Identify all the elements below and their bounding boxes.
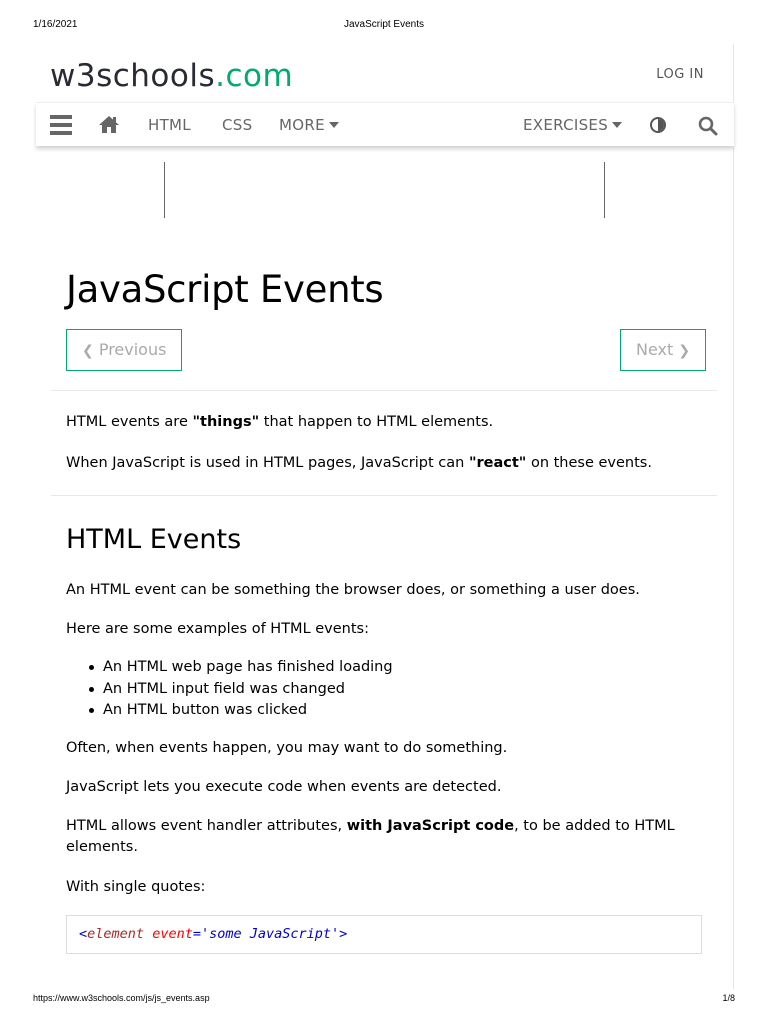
nav-more-label: MORE [279, 116, 325, 134]
paragraph: JavaScript lets you execute code when events are detected. [66, 779, 502, 795]
login-link[interactable]: LOG IN [656, 67, 704, 82]
nav-css[interactable]: CSS [222, 116, 253, 134]
caret-down-icon [329, 122, 339, 128]
paragraph: With single quotes: [66, 879, 206, 895]
list-item: An HTML web page has finished loading [86, 657, 393, 679]
list-item: An HTML input field was changed [86, 679, 393, 701]
code-example: <element event='some JavaScript'> [66, 915, 702, 954]
nav-html[interactable]: HTML [148, 116, 191, 134]
logo-com: .com [215, 58, 294, 94]
paragraph: Here are some examples of HTML events: [66, 621, 369, 637]
home-icon[interactable] [98, 114, 120, 138]
nav-more[interactable] [279, 103, 339, 147]
print-title: JavaScript Events [343, 19, 425, 30]
search-icon[interactable] [698, 116, 718, 140]
intro-paragraph-2: When JavaScript is used in HTML pages, JavaScript can "react" on these events. [66, 455, 652, 471]
print-header [0, 19, 768, 31]
previous-button[interactable] [66, 329, 182, 371]
events-list [86, 657, 393, 722]
top-bar [36, 44, 734, 102]
section-title: HTML Events [66, 524, 242, 555]
print-url: https://www.w3schools.com/js/js_events.asp [33, 993, 210, 1003]
print-page-number: 1/8 [722, 993, 735, 1003]
next-button[interactable] [620, 329, 706, 371]
ad-divider-left [164, 162, 165, 218]
contrast-icon[interactable] [650, 117, 666, 133]
paragraph: An HTML event can be something the browser does, or something a user does. [66, 582, 640, 598]
chevron-left-icon: ❮ [82, 343, 94, 359]
next-label: Next [636, 340, 674, 359]
nav-exercises[interactable] [523, 103, 622, 147]
ad-divider-right [604, 162, 605, 218]
nav-bar [36, 102, 734, 146]
hamburger-icon[interactable] [50, 115, 72, 135]
divider [51, 390, 717, 391]
page-title: JavaScript Events [66, 268, 384, 311]
print-date: 1/16/2021 [33, 19, 78, 30]
caret-down-icon [612, 122, 622, 128]
nav-exercises-label: EXERCISES [523, 116, 609, 134]
chevron-right-icon: ❯ [678, 343, 691, 359]
print-footer [0, 993, 768, 1005]
logo-main: w3schools [50, 58, 216, 94]
list-item: An HTML button was clicked [86, 700, 393, 722]
previous-label: Previous [98, 340, 167, 359]
paragraph: HTML allows event handler attributes, with JavaScript code, to be added to HTML elements. [66, 818, 675, 855]
intro-paragraph-1: HTML events are "things" that happen to HTML elements. [66, 414, 494, 430]
paragraph: Often, when events happen, you may want to do something. [66, 740, 508, 756]
divider [51, 495, 717, 496]
site-logo[interactable] [50, 58, 293, 94]
